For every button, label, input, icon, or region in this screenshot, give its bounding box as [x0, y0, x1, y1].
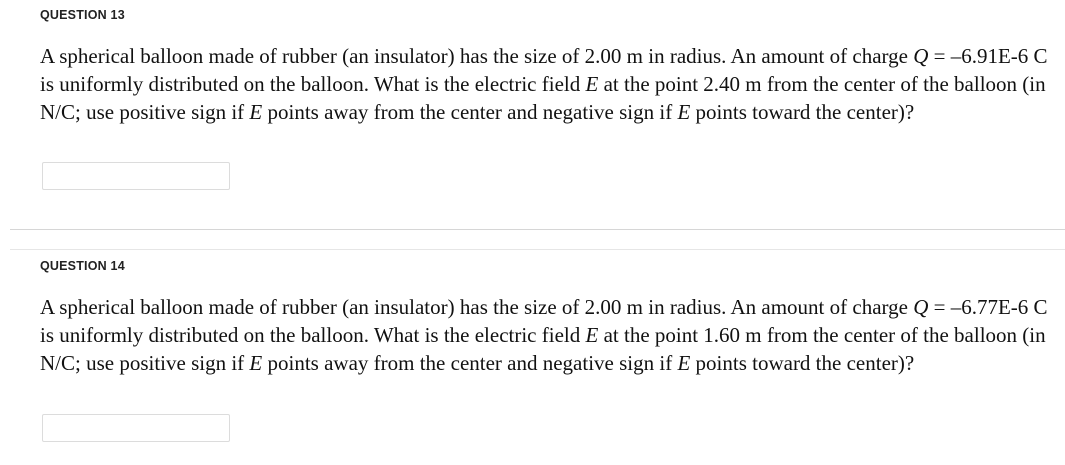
question-divider [10, 229, 1065, 230]
question-text-part: = –6.77E-6 C is uniformly distributed on the balloon. What is the electric field [40, 295, 1048, 347]
field-symbol: E [249, 351, 263, 375]
question-text-part: at the point 2.40 m from the center of the balloon (in N/C; use positive sign if [40, 72, 1046, 124]
answer-input[interactable] [42, 414, 230, 442]
question-14 [0, 250, 1065, 465]
question-text-part: points away from the center and negative sign if [262, 100, 678, 124]
question-text-part: A spherical balloon made of rubber (an insulator) has the size of 2.00 m in radius. An amount of charge [40, 295, 908, 319]
field-symbol: E [585, 72, 599, 96]
question-text-part: points away from the center and negative sign if [262, 351, 678, 375]
field-symbol: E [249, 100, 263, 124]
question-text-part: points toward the center)? [690, 351, 915, 375]
field-symbol: E [677, 351, 691, 375]
question-header: QUESTION 14 [40, 259, 125, 273]
charge-symbol: Q [913, 44, 929, 68]
question-header: QUESTION 13 [40, 8, 125, 22]
field-symbol: E [677, 100, 691, 124]
question-text [40, 293, 1050, 377]
charge-symbol: Q [913, 295, 929, 319]
question-13 [0, 0, 1065, 229]
question-text [40, 42, 1050, 126]
field-symbol: E [585, 323, 599, 347]
question-text-part: points toward the center)? [690, 100, 915, 124]
question-text-part: = –6.91E-6 C is uniformly distributed on the balloon. What is the electric field [40, 44, 1048, 96]
question-text-part: at the point 1.60 m from the center of the balloon (in N/C; use positive sign if [40, 323, 1046, 375]
answer-input[interactable] [42, 162, 230, 190]
question-text-part: A spherical balloon made of rubber (an insulator) has the size of 2.00 m in radius. An amount of charge [40, 44, 908, 68]
